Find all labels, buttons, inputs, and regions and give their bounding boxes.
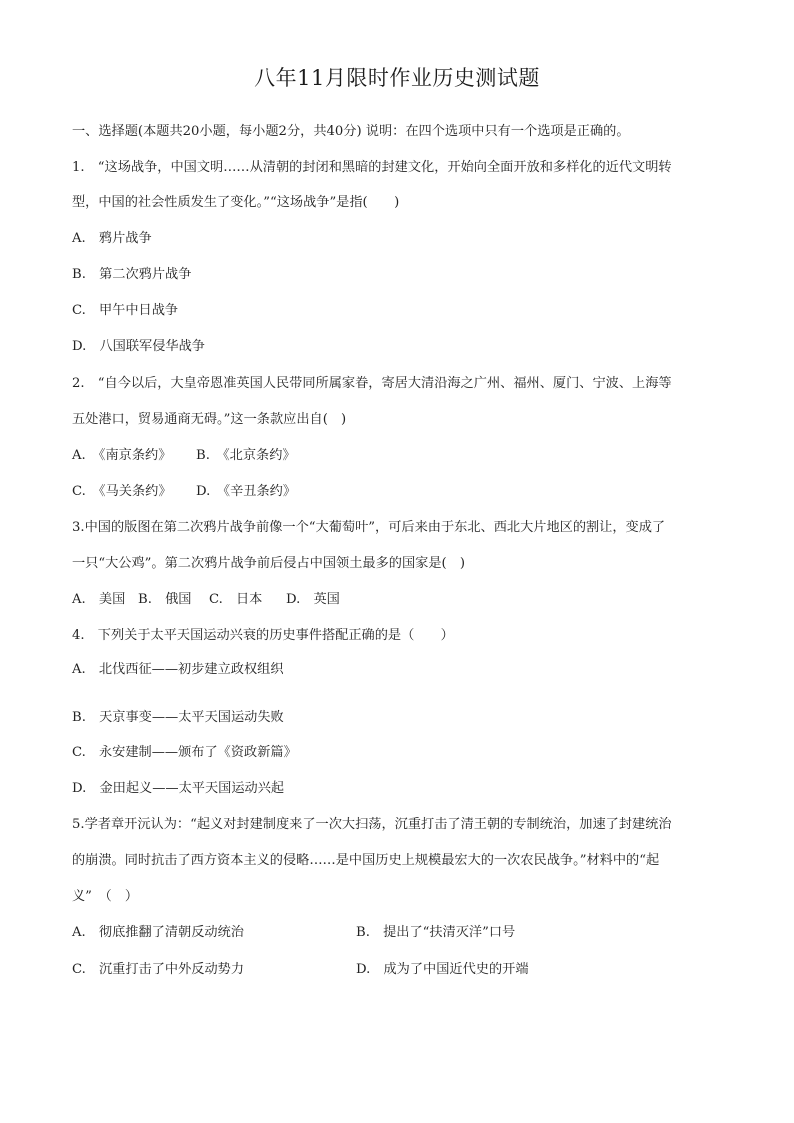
question-3-option-c: C. 日本 (209, 592, 263, 607)
question-1-option-b: B. 第二次鸦片战争 (72, 267, 192, 282)
question-1-option-a: A. 鸦片战争 (72, 231, 152, 246)
question-2-option-c: C. 《马关条约》 (72, 484, 172, 499)
question-2-stem-line-1: 2. “自今以后，大皇帝恩准英国人民带同所属家眷，寄居大清沿海之广州、福州、厦门、宁波、上海等 (72, 376, 672, 391)
question-5-stem-line-3: 义” （ ） (72, 889, 139, 904)
question-3-option-b: B. 俄国 (138, 592, 192, 607)
question-4-stem-line-1: 4. 下列关于太平天国运动兴衰的历史事件搭配正确的是（ ） (72, 628, 454, 643)
question-5-option-d: D. 成为了中国近代史的开端 (356, 962, 529, 977)
page-title: 八年11月限时作业历史测试题 (254, 66, 540, 90)
question-3-option-a: A. 美国 (72, 592, 126, 607)
question-2-stem-line-2: 五处港口，贸易通商无碍。”这一条款应出自( ) (72, 412, 347, 427)
question-1-option-c: C. 甲午中日战争 (72, 303, 179, 318)
question-4-option-c: C. 永安建制——颁布了《资政新篇》 (72, 745, 297, 760)
question-3-stem-line-2: 一只“大公鸡”。第二次鸦片战争前后侵占中国领土最多的国家是( ) (72, 556, 466, 571)
question-5-option-a: A. 彻底推翻了清朝反动统治 (72, 925, 244, 940)
question-4-option-b: B. 天京事变——太平天国运动失败 (72, 710, 284, 725)
question-5-option-b: B. 提出了“扶清灭洋”口号 (356, 925, 516, 940)
question-2-option-d: D. 《辛丑条约》 (196, 484, 297, 499)
question-4-option-a: A. 北伐西征——初步建立政权组织 (72, 662, 284, 677)
question-2-option-b: B. 《北京条约》 (196, 448, 296, 463)
question-5-option-c: C. 沉重打击了中外反动势力 (72, 962, 245, 977)
question-5-stem-line-1: 5.学者章开沅认为：“起义对封建制度来了一次大扫荡，沉重打击了清王朝的专制统治，加速了封建统治 (72, 817, 672, 832)
question-1-option-d: D. 八国联军侵华战争 (72, 339, 205, 354)
question-5-stem-line-2: 的崩溃。同时抗击了西方资本主义的侵略……是中国历史上规模最宏大的一次农民战争。”材料中的“起 (72, 853, 660, 868)
question-1-stem-line-2: 型，中国的社会性质发生了变化。”“这场战争”是指( ) (72, 195, 400, 210)
question-4-option-d: D. 金田起义——太平天国运动兴起 (72, 781, 285, 796)
question-1-stem-line-1: 1. “这场战争，中国文明……从清朝的封闭和黑暗的封建文化，开始向全面开放和多样化的近代文明转 (72, 160, 672, 175)
question-3-stem-line-1: 3.中国的版图在第二次鸦片战争前像一个“大葡萄叶”，可后来由于东北、西北大片地区的割让，变成了 (72, 520, 666, 535)
question-2-option-a: A. 《南京条约》 (72, 448, 172, 463)
question-3-option-d: D. 英国 (286, 592, 340, 607)
section-header: 一、选择题(本题共20小题，每小题2分，共40分) 说明：在四个选项中只有一个选项是正确的。 (72, 124, 630, 139)
